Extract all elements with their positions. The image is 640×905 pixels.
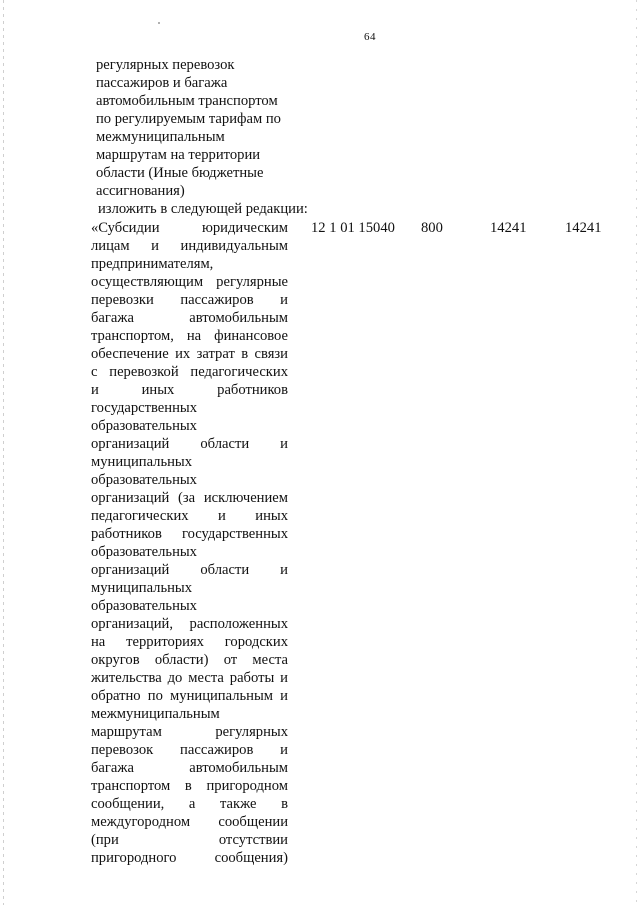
row-line: перевозок пассажиров и: [91, 742, 288, 758]
row-line: округов области) от места: [91, 652, 288, 668]
row-line: муниципальных: [91, 580, 193, 596]
row-line: организаций, расположенных: [91, 616, 288, 632]
row-line: организаций области и: [91, 436, 288, 452]
row-line: с перевозкой педагогических: [91, 364, 288, 380]
row-line: образовательных: [91, 418, 197, 434]
row-line: муниципальных: [91, 454, 193, 470]
row-line: организаций области и: [91, 562, 288, 578]
row-line: на территориях городских: [91, 634, 288, 650]
amount-first-column: 14241: [490, 220, 527, 236]
row-line: маршрутам регулярных: [91, 724, 288, 740]
text-line: автомобильным транспортом: [96, 93, 278, 109]
target-article-code: 12 1 01 15040: [311, 220, 395, 236]
row-line: (при отсутствии: [91, 832, 288, 848]
row-line: «Субсидии юридическим: [91, 220, 288, 236]
text-line: по регулируемым тарифам по: [96, 111, 281, 127]
text-line: области (Иные бюджетные: [96, 165, 264, 181]
text-line: ассигнования): [96, 183, 185, 199]
text-line: регулярных перевозок: [96, 57, 235, 73]
text-line: маршрутам на территории: [96, 147, 261, 163]
row-line: предпринимателям,: [91, 256, 214, 272]
row-line: обратно по муниципальным и: [91, 688, 288, 704]
text-line: межмуниципальным: [96, 129, 225, 145]
row-line: организаций (за исключением: [91, 490, 288, 506]
row-line: межмуниципальным: [91, 706, 220, 722]
amount-second-column: 14241: [565, 220, 602, 236]
scan-edge-left: [3, 0, 4, 905]
row-line: сообщении, а также в: [91, 796, 288, 812]
row-line: образовательных: [91, 544, 197, 560]
row-line: жительства до места работы и: [91, 670, 288, 686]
row-line: работников государственных: [91, 526, 288, 542]
row-line: государственных: [91, 400, 198, 416]
row-line: образовательных: [91, 598, 197, 614]
row-line: обеспечение их затрат в связи: [91, 346, 288, 362]
text-line: пассажиров и багажа: [96, 75, 228, 91]
row-line: лицам и индивидуальным: [91, 238, 288, 254]
row-line: педагогических и иных: [91, 508, 288, 524]
row-line: и иных работников: [91, 382, 288, 398]
row-line: транспортом, на финансовое: [91, 328, 288, 344]
row-line: багажа автомобильным: [91, 760, 288, 776]
row-line: багажа автомобильным: [91, 310, 288, 326]
row-line: перевозки пассажиров и: [91, 292, 288, 308]
row-line: образовательных: [91, 472, 197, 488]
row-line: осуществляющим регулярные: [91, 274, 288, 290]
row-line: междугородном сообщении: [91, 814, 288, 830]
row-line: пригородного сообщения): [91, 850, 288, 866]
scan-edge-right: [636, 0, 637, 905]
scan-speck: [158, 22, 160, 24]
expense-type-code: 800: [421, 220, 443, 236]
amendment-instruction: изложить в следующей редакции:: [98, 201, 308, 217]
row-line: транспортом в пригородном: [91, 778, 288, 794]
page-number: 64: [364, 31, 376, 43]
